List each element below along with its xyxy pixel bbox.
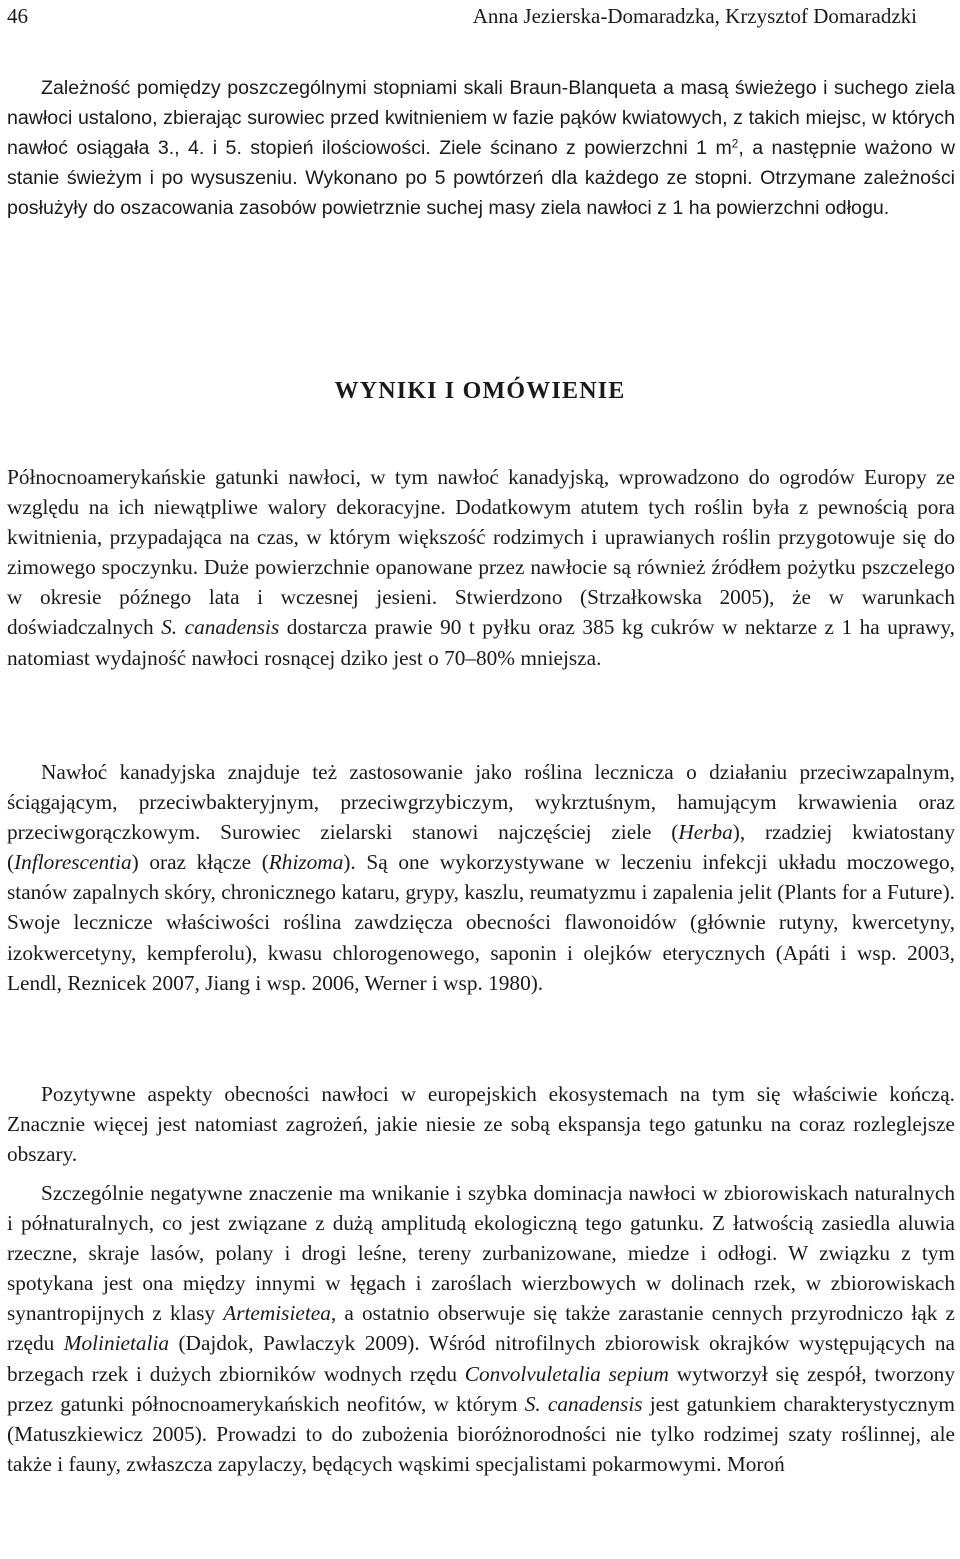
methods-paragraph	[7, 73, 955, 223]
latin-term-inflorescentia: Inflorescentia	[14, 850, 132, 875]
latin-term-rhizoma: Rhizoma	[268, 850, 344, 875]
paragraph-1-text-a: Północnoamerykańskie gatunki nawłoci, w tym nawłoć kanadyjską, wprowadzono do ogrodów Europy ze względu na ich niewątpliwe walory dekoracyjne. Dodatkowym atutem tych roślin była z pewnością pora kwitnienia, przypadająca na czas, w którym większość rodzimych i uprawianych roślin przygotowuje się do zimowego spoczynku. Duże powierzchnie opanowane przez nawłocie są również źródłem pożytku pszczelego w okresie późnego lata i wczesnej jesieni. Stwierdzono (Strzałkowska 2005), że w warunkach doświadczalnych	[7, 465, 955, 640]
page-number: 46	[7, 4, 28, 28]
paragraph-3-text: Pozytywne aspekty obecności nawłoci w europejskich ekosystemach na tym się właściwie kończą. Znacznie więcej jest natomiast zagrożeń, jakie niesie ze sobą ekspansja tego gatunku na coraz rozleglejsze obszary.	[7, 1082, 955, 1167]
species-name-italic-2: S. canadensis	[524, 1391, 643, 1416]
results-paragraph-1	[7, 462, 955, 673]
syntaxon-artemisietea: Artemisietea	[223, 1301, 331, 1326]
paragraph-4-text-e: jest gatunkiem charakterystycznym (Matuszkiewicz 2005). Prowadzi to do zubożenia bioróżnorodności nie tylko rodzimej szaty roślinnej, ale także i fauny, zwłaszcza zapylaczy, będących wąskimi specjalistami pokarmowymi. Moroń	[7, 1391, 955, 1476]
results-paragraph-2	[7, 757, 955, 998]
paragraph-2-text-d: ). Są one wykorzystywane w leczeniu infekcji układu moczowego, stanów zapalnych skóry, chronicznego kataru, grypy, kaszlu, reumatyzmu i zapalenia jelit (Plants for a Future). Swoje lecznicze właściwości roślina zawdzięcza obecności flawonoidów (głównie rutyny, kwercetyny, izokwercetyny, kempferolu), kwasu chlorogenowego, saponin i olejków eterycznych (Apáti i wsp. 2003, Lendl, Reznicek 2007, Jiang i wsp. 2006, Werner i wsp. 1980).	[7, 850, 955, 995]
area-unit-superscript: 2	[731, 137, 739, 151]
paragraph-2-text-b: ), rzadziej kwiatostany (	[7, 820, 955, 875]
paragraph-2-text-c: ) oraz kłącze (	[131, 850, 269, 875]
paragraph-1-text-b: dostarcza prawie 90 t pyłku oraz 385 kg cukrów w nektarze z 1 ha uprawy, natomiast wydajność nawłoci rosnącej dziko jest o 70–80% mniejsza.	[7, 615, 956, 670]
paragraph-2-text-a: Nawłoć kanadyjska znajduje też zastosowanie jako roślina lecznicza o działaniu przeciwzapalnym, ściągającym, przeciwbakteryjnym, przeciwgrzybiczym, wykrztuśnym, hamującym krwawienia oraz przeciwgorączkowym. Surowiec zielarski stanowi najczęściej ziele (	[7, 760, 955, 845]
running-header-authors: Anna Jezierska-Domaradzka, Krzysztof Domaradzki	[472, 4, 917, 28]
paragraph-4-text-b: , a ostatnio obserwuje się także zarastanie cennych przyrodniczo łąk z rzędu	[7, 1301, 955, 1356]
methods-text-part-2: , a następnie ważono w stanie świeżym i po wysuszeniu. Wykonano po 5 powtórzeń dla każdego ze stopni. Otrzymane zależności posłużyły do oszacowania zasobów powietrznie suchej masy ziela nawłoci z 1 ha powierzchni odłogu.	[7, 137, 955, 220]
results-paragraph-4	[7, 1178, 955, 1479]
paragraph-4-text-a: Szczególnie negatywne znaczenie ma wnikanie i szybka dominacja nawłoci w zbiorowiskach naturalnych i półnaturalnych, co jest związane z dużą amplitudą ekologiczną tego gatunku. Z łatwością zasiedla aluwia rzeczne, skraje lasów, polany i drogi leśne, tereny zurbanizowane, miedze i odłogi. W związku z tym spotykana jest ona między innymi w łęgach i zaroślach wierzbowych w dolinach rzek, w zbiorowiskach synantropijnych z klasy	[7, 1181, 955, 1326]
paragraph-4-text-c: (Dajdok, Pawlaczyk 2009). Wśród nitrofilnych zbiorowisk okrajków występujących na brzegach rzek i dużych zbiorników wodnych rzędu	[7, 1331, 955, 1386]
paragraph-4-text-d: wytworzył się zespół, tworzony przez gatunki północnoamerykańskich neofitów, w którym	[7, 1361, 955, 1416]
syntaxon-convolvuletalia-sepium: Convolvuletalia sepium	[464, 1361, 669, 1386]
species-name-italic: S. canadensis	[161, 615, 280, 640]
latin-term-herba: Herba	[678, 820, 733, 845]
section-heading: WYNIKI I OMÓWIENIE	[334, 378, 626, 404]
methods-text-part-1: Zależność pomiędzy poszczególnymi stopniami skali Braun-Blanqueta a masą świeżego i suchego ziela nawłoci ustalono, zbierając surowiec przed kwitnieniem w fazie pąków kwiatowych, z takich miejsc, w których nawłoć osiągała 3., 4. i 5. stopień ilościowości. Ziele ścinano z powierzchni 1 m	[7, 77, 955, 160]
syntaxon-molinietalia: Molinietalia	[63, 1331, 170, 1356]
results-paragraph-3	[7, 1079, 955, 1169]
